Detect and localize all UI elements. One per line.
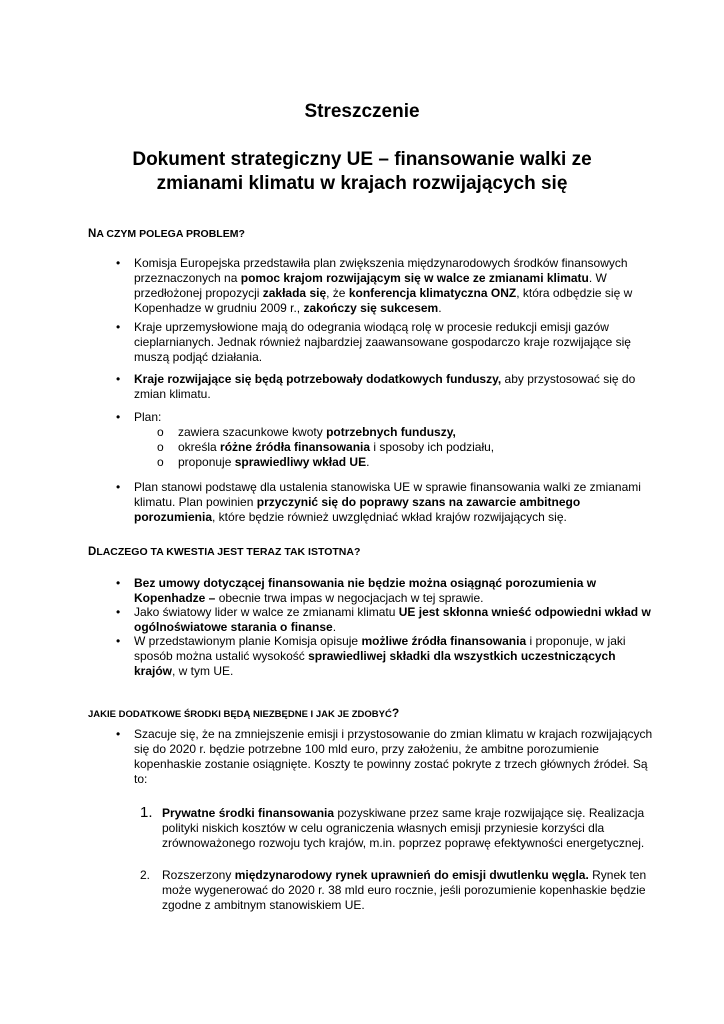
paragraph: Kraje rozwijające się będą potrzebowały dodatkowych funduszy, aby przystosować się do zmian klimatu. <box>134 372 636 401</box>
paragraph: Bez umowy dotyczącej finansowania nie będzie można osiągnąć porozumienia w Kopenhadze – obecnie trwa impas w negocjacjach w tej sprawie. <box>134 576 597 605</box>
bullet-icon: • <box>116 256 121 270</box>
bullet-icon: • <box>116 372 121 386</box>
number-label: 2. <box>140 868 151 882</box>
bullet-icon: • <box>116 634 121 648</box>
paragraph: Plan stanowi podstawę dla ustalenia stanowiska UE w sprawie finansowania walki ze zmianami klimatu. Plan powinien przyczynić się do poprawy szans na zawarcie ambitnego porozumienia, które będzie również uwzględniać wkład krajów rozwijających się. <box>134 480 641 524</box>
section-heading-measures: JAKIE DODATKOWE ŚRODKI BĘDĄ NIEZBĘDNE I JAK JE ZDOBYĆ? <box>88 706 400 720</box>
paragraph: W przedstawionym planie Komisja opisuje możliwe źródła finansowania i proponuje, w jaki sposób można ustalić wysokość sprawiedliwej składki dla wszystkich uczestniczących krajów, w tym UE. <box>134 634 626 678</box>
section-heading-why-now: DLACZEGO TA KWESTIA JEST TERAZ TAK ISTOTNA? <box>88 546 361 558</box>
paragraph: Komisja Europejska przedstawiła plan zwiększenia międzynarodowych środków finansowych przeznaczonych na pomoc krajom rozwijającym się w walce ze zmianami klimatu. W przedłożonej propozycji zakłada się, że konferencja klimatyczna ONZ, która odbędzie się w Kopenhadze w grudniu 2009 r., zakończy się sukcesem. <box>134 256 633 315</box>
bullet-icon: • <box>116 480 121 494</box>
document-page: Streszczenie Dokument strategiczny UE – finansowanie walki ze zmianami klimatu w krajach rozwijających się NA CZYM POLEGA PROBLEM? • Komisja Europejska przedstawiła plan zwiększenia międzynarodowych środków finansowych przeznaczonych na pomoc krajom rozwijającym się w walce ze zmianami klimatu. W przedłożonej propozycji zakłada się, że konferencja klimatyczna ONZ, która odbędzie się w Kopenhadze w grudniu 2009 r., zakończy się sukcesem. • Kraje uprzemysłowione mają do odegrania wiodącą rolę w procesie redukcji emisji gazów cieplarnianych. Jednak również najbardziej zaawansowane gospodarczo kraje rozwijające się muszą podjąć działania. • Kraje rozwijające się będą potrzebowały dodatkowych funduszy, aby przystosować się do zmian klimatu. • Plan: o zawiera szacunkowe kwoty potrzebnych funduszy, o określa różne źródła finansowania i sposoby ich podziału, o proponuje sprawiedliwy wkład UE. • Plan stanowi podstawę dla ustalenia stanowiska UE w sprawie finansowania walki ze zmianami klimatu. Plan powinien przyczynić się do poprawy szans na zawarcie ambitnego porozumienia, które będzie również uwzględniać wkład krajów rozwijających się. DLACZEGO TA KWESTIA JEST TERAZ TAK ISTOTNA? • Bez umowy dotyczącej finansowania nie będzie można osiągnąć porozumienia w Kopenhadze – obecnie trwa impas w negocjacjach w tej sprawie. • Jako światowy lider w walce ze zmianami klimatu UE jest skłonna wnieść odpowiedni wkład w ogólnoświatowe starania o finanse. • W przedstawionym planie Komisja opisuje możliwe źródła finansowania i proponuje, w jaki sposób można ustalić wysokość sprawiedliwej składki dla wszystkich uczestniczących krajów, w tym UE. JAKIE DODATKOWE ŚRODKI BĘDĄ NIEZBĘDNE I JAK JE ZDOBYĆ? • Szacuje się, że na zmniejszenie emisji i przystosowanie do zmian klimatu w krajach rozwijających się do 2020 r. będzie potrzebne 100 mld euro, przy założeniu, że ambitne porozumienie kopenhaskie zostanie osiągnięte. Koszty te powinny zostać pokryte z trzech głównych źródeł. Są to: 1. Prywatne środki finansowania pozyskiwane przez same kraje rozwijające się. Realizacja polityki niskich kosztów w celu ograniczenia własnych emisji przyniesie korzyści dla zrównoważonego rozwoju tych krajów, m.in. poprzez poprawę efektywności energetycznej. 2. Rozszerzony międzynarodowy rynek uprawnień do emisji dwutlenku węgla. Rynek ten może wygenerować do 2020 r. 38 mld euro rocznie, jeśli porozumienie kopenhaskie będzie zgodne z ambitnym stanowiskiem UE. <box>0 0 724 1024</box>
paragraph: Rozszerzony międzynarodowy rynek uprawnień do emisji dwutlenku węgla. Rynek ten może wygenerować do 2020 r. 38 mld euro rocznie, jeśli porozumienie kopenhaskie będzie zgodne z ambitnym stanowiskiem UE. <box>162 868 647 912</box>
circle-bullet-icon: o <box>157 440 164 454</box>
bullet-icon: • <box>116 320 121 334</box>
document-subtitle <box>0 148 724 196</box>
bullet-icon: • <box>116 576 121 590</box>
paragraph: Szacuje się, że na zmniejszenie emisji i przystosowanie do zmian klimatu w krajach rozwijających się do 2020 r. będzie potrzebne 100 mld euro, przy założeniu, że ambitne porozumienie kopenhaskie zostanie osiągnięte. Koszty te powinny zostać pokryte z trzech głównych źródeł. Są to: <box>134 727 653 786</box>
subtitle-line-2: zmianami klimatu w krajach rozwijających się <box>156 173 568 194</box>
bullet-icon: • <box>116 727 121 741</box>
subtitle-line-1: Dokument strategiczny UE – finansowanie walki ze <box>132 149 592 170</box>
bullet-icon: • <box>116 605 121 619</box>
paragraph: Jako światowy lider w walce ze zmianami klimatu UE jest skłonna wnieść odpowiedni wkład w ogólnoświatowe starania o finanse. <box>134 605 651 634</box>
bullet-icon: • <box>116 410 121 424</box>
section-heading-problem: NA CZYM POLEGA PROBLEM? <box>88 228 245 240</box>
circle-bullet-icon: o <box>157 425 164 439</box>
paragraph: Kraje uprzemysłowione mają do odegrania wiodącą rolę w procesie redukcji emisji gazów cieplarnianych. Jednak również najbardziej zaawansowane gospodarczo kraje rozwijające się muszą podjąć działania. <box>134 320 631 364</box>
paragraph: Prywatne środki finansowania pozyskiwane przez same kraje rozwijające się. Realizacja polityki niskich kosztów w celu ograniczenia własnych emisji przyniesie korzyści dla zrównoważonego rozwoju tych krajów, m.in. poprzez poprawę efektywności energetycznej. <box>162 806 645 850</box>
number-label: 1. <box>140 804 153 821</box>
circle-bullet-icon: o <box>157 455 164 469</box>
plan-label: Plan: <box>134 410 162 424</box>
document-title: Streszczenie <box>304 101 420 122</box>
